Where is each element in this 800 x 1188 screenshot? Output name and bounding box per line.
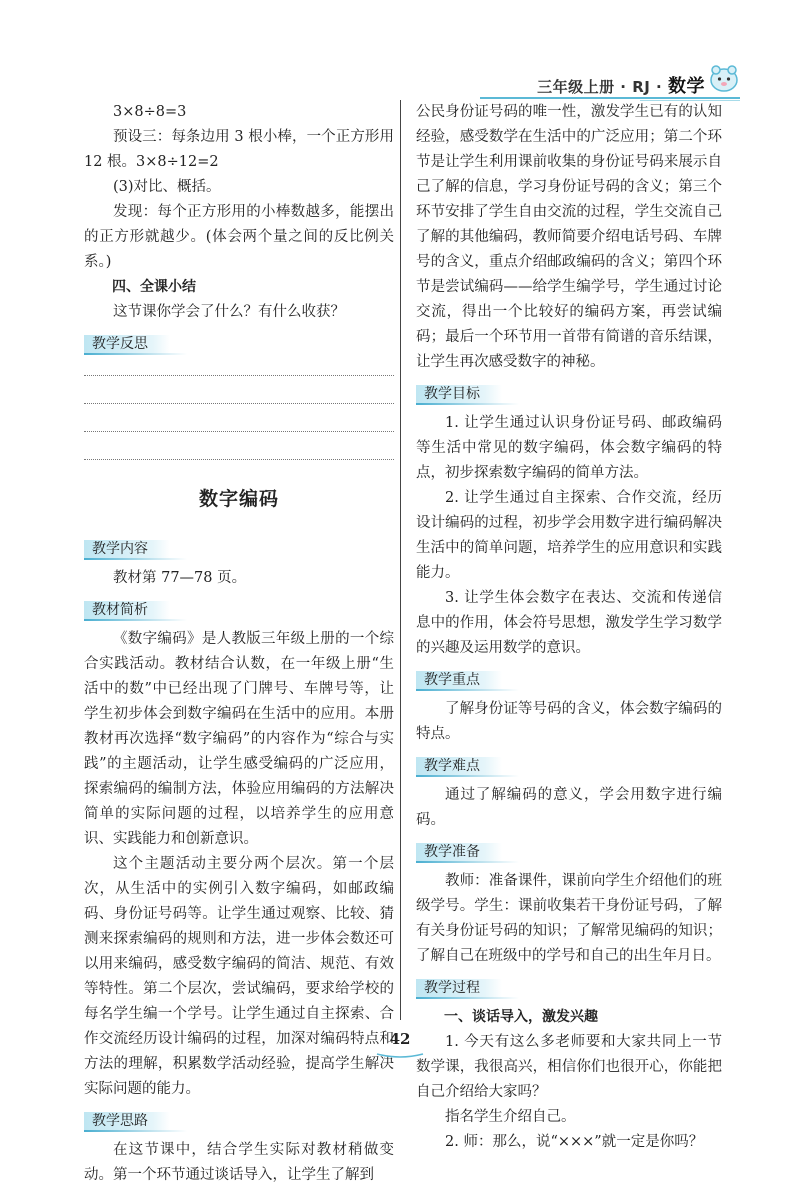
right-column	[416, 100, 722, 1155]
goal-3: 3. 让学生体会数字在表达、交流和传递信息中的作用，体会符号思想，激发学生学习数学的兴趣及运用数学的意识。	[416, 590, 722, 656]
section-reflection: 教学反思	[84, 332, 170, 356]
section-content: 教学内容	[84, 537, 170, 561]
analysis-paragraph-2: 这个主题活动主要分两个层次。第一个层次，从生活中的实例引入数字编码，如邮政编码、身份证号码等。让学生通过观察、比较、猜测来探索编码的规则和方法，进一步体会数还可以用来编码，感受数字编码的简洁、规范、有效等特性。第二个层次，尝试编码，要求给学校的每名学生编一个学号。让学生通过自主探索、合作交流经历设计编码的过程，加深对编码特点和方法的理解，积累数学活动经验，提高学生解决实际问题的能力。	[84, 856, 394, 1097]
mascot-icon	[708, 62, 740, 94]
analysis-paragraph-1: 《数字编码》是人教版三年级上册的一个综合实践活动。教材结合认数，在一年级上册“生活中的数”中已经出现了门牌号、车牌号等，让学生初步体会到数字编码在生活中的应用。本册教材再次选择“数字编码”的内容作为“综合与实践”的主题活动，让学生感受编码的广泛应用，探索编码的编制方法，体验应用编码的方法解决简单的实际问题的过程，以培养学生的应用意识、实践能力和创新意识。	[84, 631, 394, 847]
header-rule	[480, 97, 740, 99]
section-thinking: 教学思路	[84, 1109, 170, 1133]
goal-1: 1. 让学生通过认识身份证号码、邮政编码等生活中常见的数字编码，体会数字编码的特点，初步探索数字编码的简单方法。	[416, 415, 722, 481]
thinking-continued: 公民身份证号码的唯一性，激发学生已有的认知经验，感受数学在生活中的广泛应用；第二个环节是让学生利用课前收集的身份证号码来展示自己了解的信息，学习身份证号码的含义；第三个环节安排了学生自由交流的过程，学生交流自己了解的其他编码，教师简要介绍电话号码、车牌号的含义，重点介绍邮政编码的含义；第四个环节是尝试编码——给学生编学号，学生通过讨论交流，得出一个比较好的编码方案，再尝试编码；最后一个环节用一首带有简谱的音乐结课，让学生再次感受数字的神秘。	[416, 104, 722, 370]
column-divider	[400, 100, 401, 1020]
reflection-line-2	[84, 403, 394, 404]
goal-2: 2. 让学生通过自主探索、合作交流，经历设计编码的过程，初步学会用数字进行编码解决生活中的简单问题，培养学生的应用意识和实践能力。	[416, 490, 722, 581]
page-header	[0, 0, 800, 100]
intro-paragraph-1: 1. 今天有这么多老师要和大家共同上一节数学课，我很高兴，相信你们也很开心，你能把自己介绍给大家吗？	[416, 1034, 722, 1100]
header-subject: 数学	[668, 76, 705, 97]
reflection-line-3	[84, 431, 394, 432]
section-process: 教学过程	[416, 976, 502, 1000]
header-title	[537, 72, 705, 98]
section-analysis: 教材简析	[84, 598, 170, 622]
summary-text: 这节课你学会了什么？有什么收获？	[113, 304, 345, 320]
discovery-text: 发现：每个正方形用的小棒数越多，能摆出的正方形就越少。(体会两个量之间的反比例关系。)	[84, 204, 394, 270]
difficulties-text: 通过了解编码的意义，学会用数字进行编码。	[416, 787, 722, 828]
preset-three-text: 预设三：每条边用 3 根小棒，一个正方形用 12 根。3×8÷12=2	[84, 129, 394, 170]
section-difficulties: 教学难点	[416, 754, 502, 778]
reflection-line-4	[84, 459, 394, 460]
section-goals: 教学目标	[416, 382, 502, 406]
compare-text: (3)对比、概括。	[113, 179, 221, 195]
section-preparation: 教学准备	[416, 840, 502, 864]
content-text: 教材第 77—78 页。	[113, 570, 247, 586]
intro-heading: 一、谈话导入，激发兴趣	[444, 1009, 598, 1025]
left-column	[84, 100, 394, 1188]
key-points-text: 了解身份证等号码的含义，体会数字编码的特点。	[416, 701, 722, 742]
equation-text: 3×8÷8=3	[113, 104, 187, 120]
header-grade: 三年级上册 · RJ ·	[537, 78, 663, 96]
thinking-paragraph: 在这节课中，结合学生实际对教材稍做变动。第一个环节通过谈话导入，让学生了解到	[84, 1142, 394, 1183]
intro-paragraph-2: 指名学生介绍自己。	[445, 1109, 576, 1125]
page-number-ornament	[375, 1050, 425, 1058]
lesson-title: 数字编码	[198, 488, 279, 510]
preparation-text: 教师：准备课件，课前向学生介绍他们的班级学号。学生：课前收集若干身份证号码，了解有关身份证号码的知识；了解常见编码的知识；了解自己在班级中的学号和自己的出生年月日。	[416, 873, 722, 964]
reflection-line-1	[84, 375, 394, 376]
section-key-points: 教学重点	[416, 668, 502, 692]
page-number: 42	[389, 1030, 411, 1048]
intro-paragraph-3: 2. 师：那么，说“×××”就一定是你吗？	[445, 1134, 704, 1150]
summary-heading: 四、全课小结	[112, 279, 196, 295]
